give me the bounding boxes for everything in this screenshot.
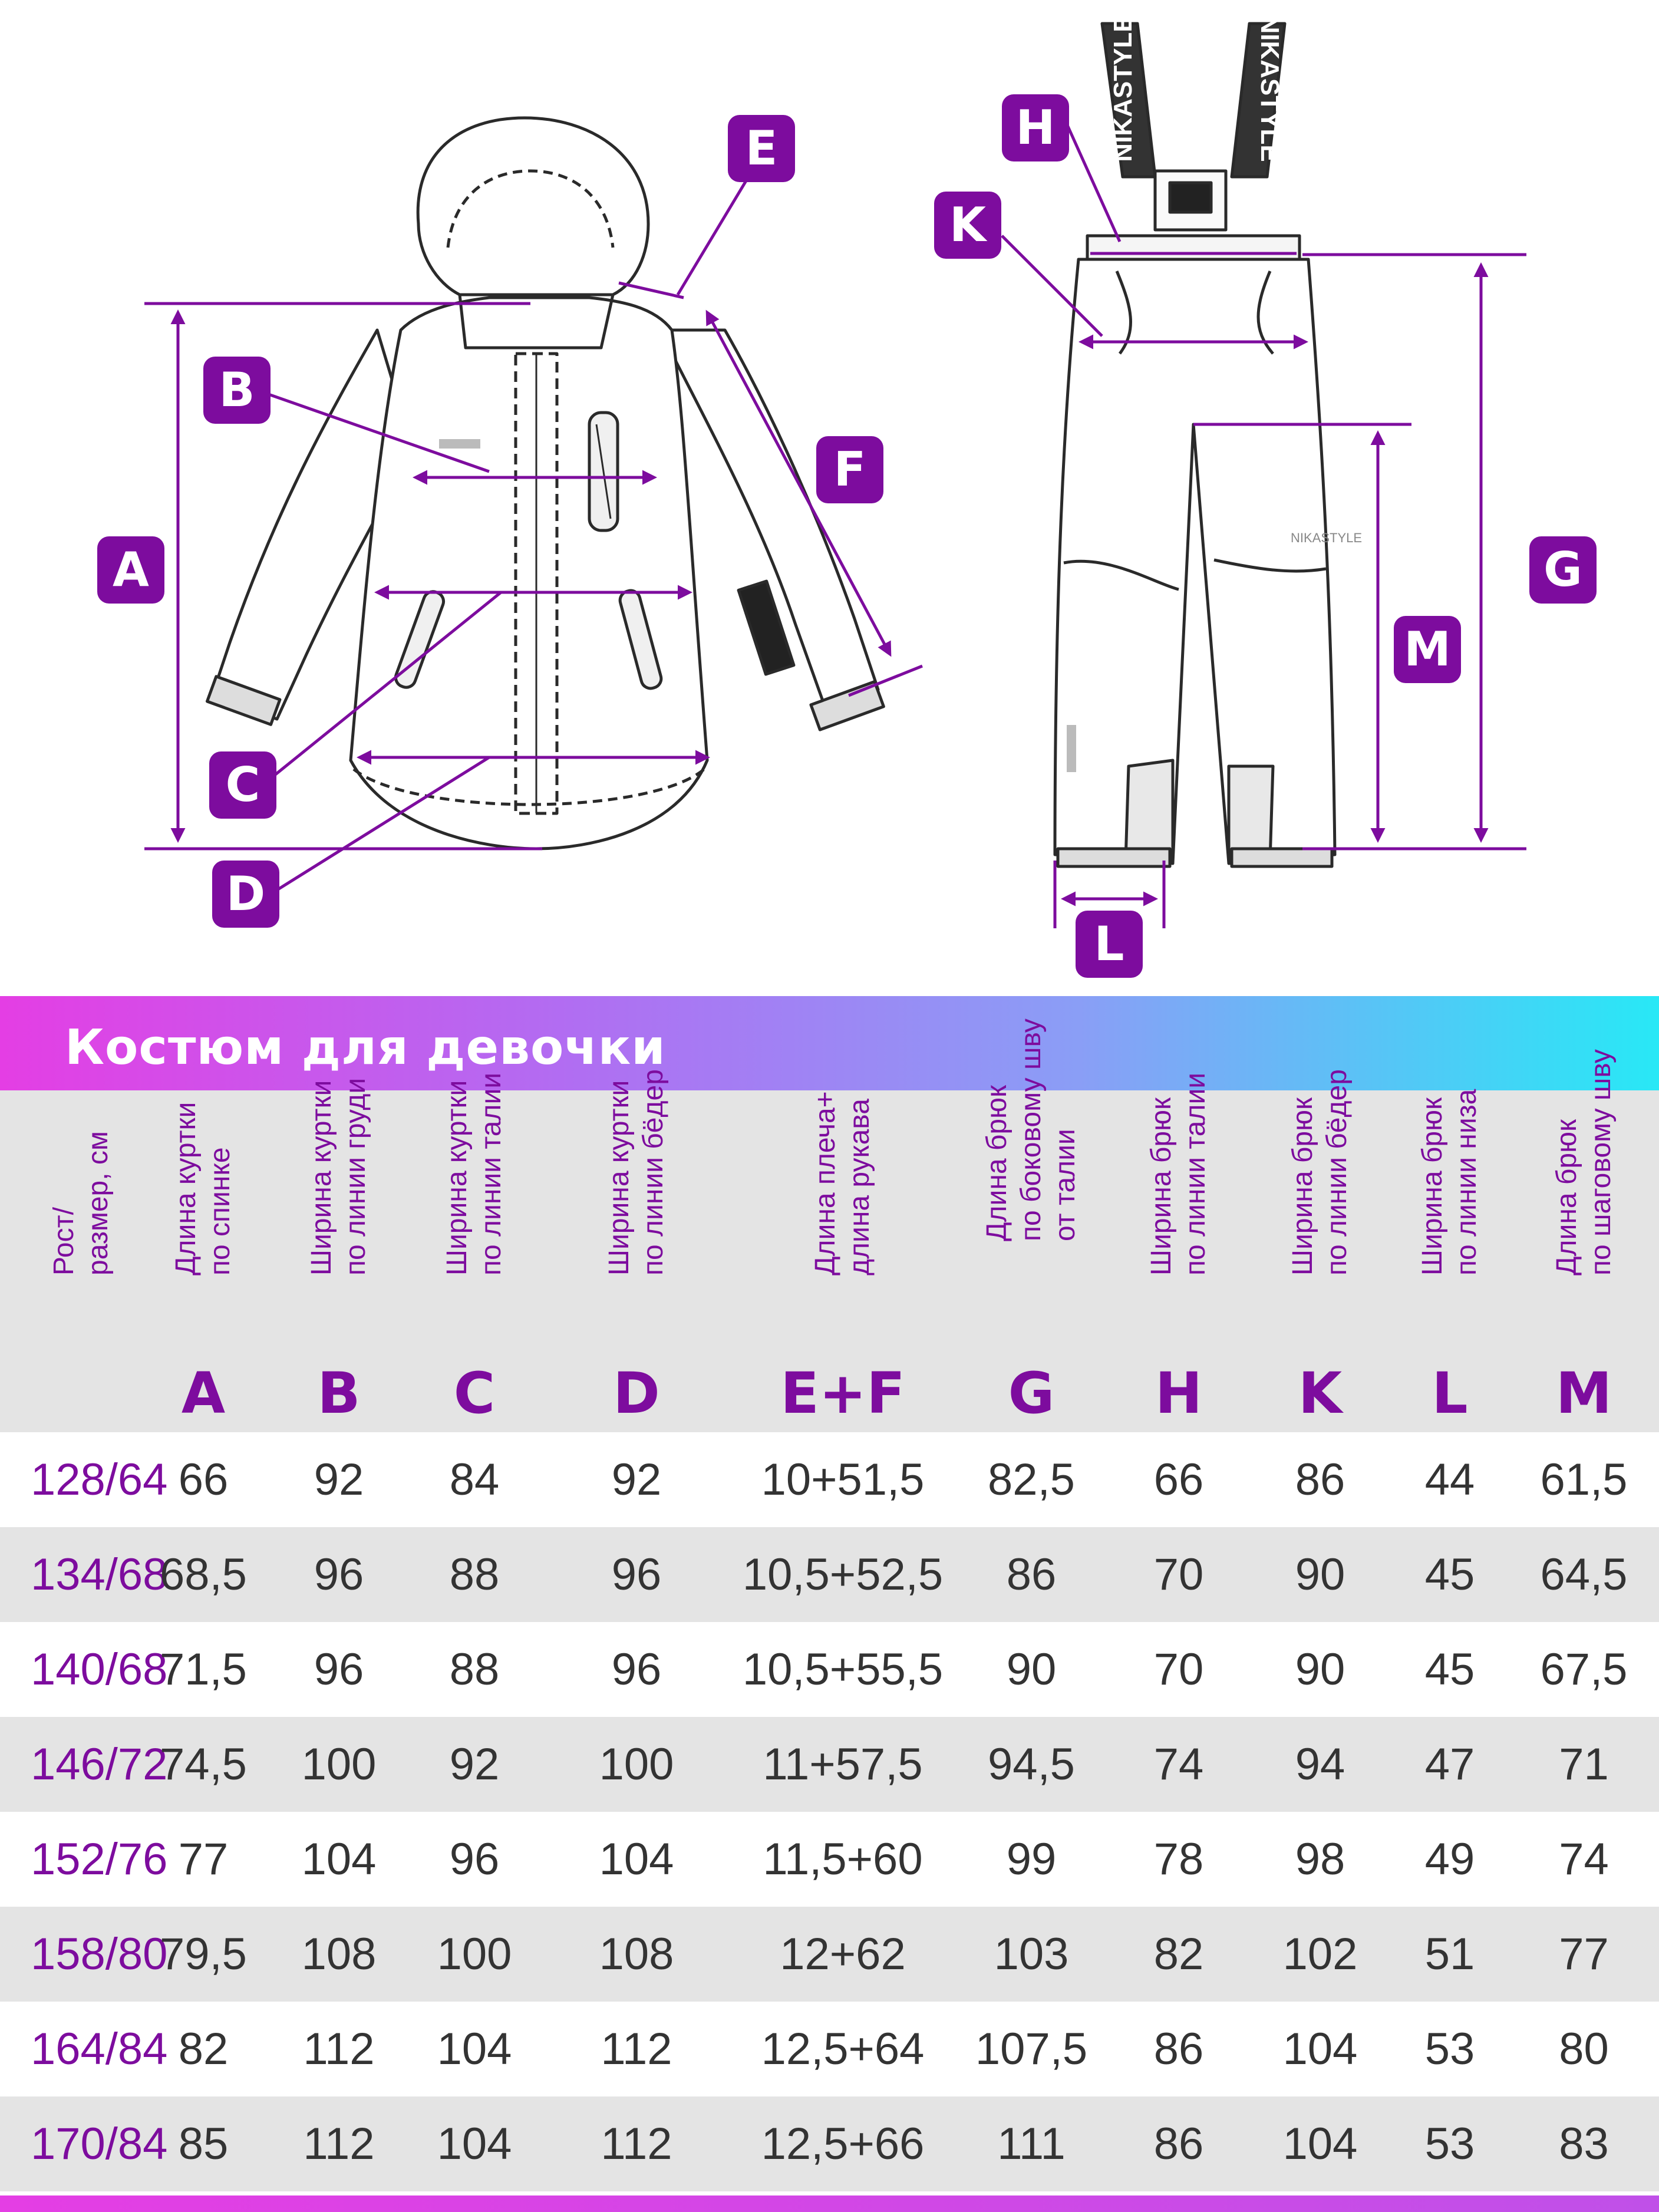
measure-cell: 10+51,5: [761, 1455, 925, 1505]
column-letter: K: [1298, 1360, 1343, 1426]
size-cell: 140/68: [31, 1644, 168, 1695]
title-banner: [0, 996, 1659, 1090]
table-row: [0, 1717, 1659, 1812]
column-label: Ширина брюк по линии бёдер: [1287, 1069, 1353, 1275]
measure-cell: 82: [1153, 1929, 1204, 1979]
measure-cell: 108: [301, 1929, 377, 1979]
measure-cell: 104: [437, 2119, 512, 2169]
table-row: [0, 1907, 1659, 2002]
pants-drawing: [1055, 24, 1335, 866]
table-body: [0, 1432, 1659, 2191]
measure-cell: 92: [611, 1455, 662, 1505]
table-row: [0, 2096, 1659, 2191]
measure-cell: 66: [1153, 1455, 1204, 1505]
table-row: [0, 1622, 1659, 1717]
measure-cell: 47: [1424, 1739, 1475, 1789]
measure-cell: 88: [449, 1644, 500, 1695]
column-label: Ширина брюк по линии низа: [1417, 1089, 1482, 1275]
column-letter: A: [181, 1360, 226, 1426]
measure-cell: 66: [178, 1455, 229, 1505]
badge-a: A: [97, 536, 164, 604]
column-letter: D: [613, 1360, 660, 1426]
measure-cell: 61,5: [1540, 1455, 1628, 1505]
column-label: Длина брюк по боковому шву от талии: [981, 1018, 1081, 1241]
column-label: Ширина куртки по линии груди: [306, 1077, 371, 1275]
measure-cell: 86: [1295, 1455, 1345, 1505]
measure-cell: 53: [1424, 2119, 1475, 2169]
column-letter: L: [1432, 1360, 1468, 1426]
header-cell: [136, 1090, 271, 1432]
table-row: [0, 1527, 1659, 1622]
bottom-accent-bar: [0, 2195, 1659, 2212]
size-cell: 164/84: [31, 2024, 168, 2074]
measure-cell: 99: [1006, 1834, 1057, 1884]
measure-cell: 12+62: [780, 1929, 906, 1979]
measure-cell: 82: [178, 2024, 229, 2074]
measure-cell: 104: [437, 2024, 512, 2074]
measure-cell: 94: [1295, 1739, 1345, 1789]
measure-cell: 80: [1559, 2024, 1609, 2074]
measure-cell: 77: [178, 1834, 229, 1884]
header-cell: [542, 1069, 731, 1432]
header-cell: [1509, 1049, 1659, 1432]
measure-cell: 104: [599, 1834, 674, 1884]
measure-cell: 96: [449, 1834, 500, 1884]
measure-cell: 88: [449, 1550, 500, 1600]
measure-cell: 107,5: [975, 2024, 1088, 2074]
measure-cell: 86: [1006, 1550, 1057, 1600]
measure-cell: 70: [1153, 1644, 1204, 1695]
badge-l: L: [1076, 911, 1143, 978]
measure-cell: 102: [1282, 1929, 1358, 1979]
measure-cell: 78: [1153, 1834, 1204, 1884]
measure-cell: 10,5+55,5: [742, 1644, 944, 1695]
measure-cell: 112: [303, 2119, 375, 2169]
measure-cell: 94,5: [988, 1739, 1075, 1789]
measure-cell: 92: [314, 1455, 364, 1505]
size-diagram: [0, 0, 1659, 996]
measure-cell: 12,5+66: [761, 2119, 925, 2169]
measure-cell: 74,5: [160, 1739, 247, 1789]
size-cell: 134/68: [31, 1550, 168, 1600]
banner-title: Костюм для девочки: [65, 1020, 666, 1076]
header-cell: [271, 1077, 407, 1432]
pants-logo-text: NIKASTYLE: [1291, 530, 1363, 545]
column-letter: C: [453, 1360, 496, 1426]
measure-cell: 104: [301, 1834, 377, 1884]
size-cell: 128/64: [31, 1455, 168, 1505]
column-letter: E+F: [780, 1360, 905, 1426]
badge-g: G: [1529, 536, 1597, 604]
column-label: Длина плеча+ длина рукава: [810, 1091, 875, 1275]
measure-cell: 10,5+52,5: [742, 1550, 944, 1600]
measure-cell: 79,5: [160, 1929, 247, 1979]
header-cell: [1391, 1090, 1509, 1432]
measure-cell: 100: [437, 1929, 512, 1979]
header-cell: [0, 1090, 136, 1432]
badge-e: E: [728, 115, 795, 182]
measure-cell: 86: [1153, 2024, 1204, 2074]
measure-cell: 71: [1559, 1739, 1609, 1789]
measure-cell: 51: [1424, 1929, 1475, 1979]
measure-cell: 44: [1424, 1455, 1475, 1505]
column-letter: H: [1155, 1360, 1203, 1426]
header-cell: [1108, 1072, 1249, 1432]
measure-cell: 103: [994, 1929, 1069, 1979]
measure-cell: 90: [1295, 1644, 1345, 1695]
measure-cell: 112: [601, 2119, 672, 2169]
measure-cell: 96: [611, 1550, 662, 1600]
measure-cell: 98: [1295, 1834, 1345, 1884]
jacket-drawing: [207, 118, 883, 849]
measure-cell: 53: [1424, 2024, 1475, 2074]
measure-cell: 96: [314, 1550, 364, 1600]
column-label: Длина куртки по спинке: [170, 1102, 236, 1275]
measure-cell: 68,5: [160, 1550, 247, 1600]
measure-cell: 11,5+60: [763, 1834, 923, 1884]
measure-cell: 100: [301, 1739, 377, 1789]
measure-cell: 11+57,5: [763, 1739, 923, 1789]
measure-cell: 49: [1424, 1834, 1475, 1884]
badge-h: H: [1002, 94, 1069, 161]
badge-b: B: [203, 357, 271, 424]
measure-cell: 86: [1153, 2119, 1204, 2169]
size-cell: 152/76: [31, 1834, 168, 1884]
header-cell: [1249, 1069, 1391, 1432]
measure-cell: 104: [1282, 2119, 1358, 2169]
size-cell: 170/84: [31, 2119, 168, 2169]
measure-cell: 84: [449, 1455, 500, 1505]
column-label: Длина брюк по шаговому шву: [1551, 1049, 1617, 1275]
measure-cell: 74: [1153, 1739, 1204, 1789]
measure-cell: 83: [1559, 2119, 1609, 2169]
measure-cell: 112: [601, 2024, 672, 2074]
measure-cell: 90: [1295, 1550, 1345, 1600]
column-label: Ширина куртки по линии талии: [441, 1072, 507, 1275]
column-label: Ширина куртки по линии бёдер: [603, 1069, 669, 1275]
badge-m: M: [1394, 616, 1461, 683]
measure-cell: 70: [1153, 1550, 1204, 1600]
size-cell: 158/80: [31, 1929, 168, 1979]
measure-cell: 71,5: [160, 1644, 247, 1695]
header-cell: [731, 1090, 955, 1432]
measure-cell: 104: [1282, 2024, 1358, 2074]
measure-cell: 111: [997, 2119, 1066, 2169]
column-label: Ширина брюк по линии талии: [1146, 1072, 1211, 1275]
badge-d: D: [212, 861, 279, 928]
measure-cell: 12,5+64: [761, 2024, 925, 2074]
measure-cell: 96: [314, 1644, 364, 1695]
table-row: [0, 1432, 1659, 1527]
header-cell: [955, 1018, 1108, 1432]
measure-cell: 90: [1006, 1644, 1057, 1695]
badge-f: F: [816, 436, 883, 503]
measure-cell: 64,5: [1540, 1550, 1628, 1600]
measure-cell: 77: [1559, 1929, 1609, 1979]
table-row: [0, 1812, 1659, 1907]
size-cell: 146/72: [31, 1739, 168, 1789]
badge-k: K: [934, 192, 1001, 259]
measure-cell: 92: [449, 1739, 500, 1789]
left-strap-text: NIKASTYLE: [1109, 15, 1137, 162]
column-label: Рост/ размер, см: [48, 1131, 114, 1275]
measure-cell: 74: [1559, 1834, 1609, 1884]
measure-cell: 67,5: [1540, 1644, 1628, 1695]
measure-cell: 45: [1424, 1550, 1475, 1600]
badge-c: C: [209, 751, 276, 819]
table-row: [0, 2002, 1659, 2096]
measure-cell: 112: [303, 2024, 375, 2074]
column-letter: G: [1008, 1360, 1055, 1426]
measure-cell: 108: [599, 1929, 674, 1979]
measure-cell: 82,5: [988, 1455, 1075, 1505]
column-letter: B: [317, 1360, 361, 1426]
header-cell: [407, 1072, 542, 1432]
measure-cell: 45: [1424, 1644, 1475, 1695]
measure-cell: 96: [611, 1644, 662, 1695]
measure-cell: 85: [178, 2119, 229, 2169]
measure-cell: 100: [599, 1739, 674, 1789]
column-letter: M: [1555, 1360, 1612, 1426]
right-strap-text: NIKASTYLE: [1255, 15, 1284, 162]
